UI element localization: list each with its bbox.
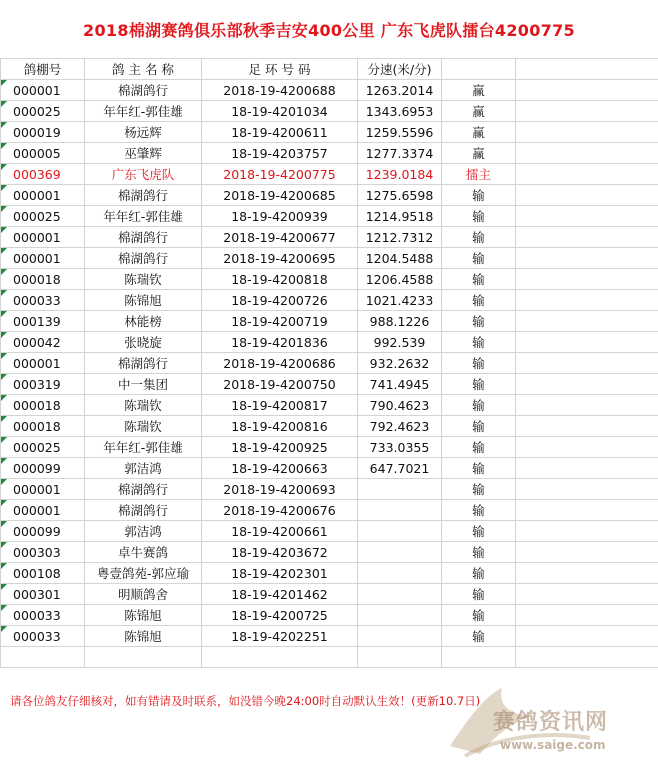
cell-speed[interactable]	[358, 626, 442, 647]
cell-speed[interactable]	[358, 542, 442, 563]
cell-owner[interactable]: 棉湖鸽行	[85, 227, 202, 248]
cell-owner[interactable]: 棉湖鸽行	[85, 248, 202, 269]
table-row	[1, 269, 658, 290]
cell-result[interactable]: 输	[442, 584, 516, 605]
table-row	[1, 185, 658, 206]
cell-ring[interactable]: 2018-19-4200693	[202, 479, 358, 500]
cell-result[interactable]: 赢	[442, 122, 516, 143]
cell-result[interactable]: 输	[442, 290, 516, 311]
cell-speed[interactable]: 741.4945	[358, 374, 442, 395]
col-header-ring[interactable]: 足 环 号 码	[202, 59, 358, 80]
cell-owner[interactable]: 林能榜	[85, 311, 202, 332]
table-row	[1, 101, 658, 122]
cell-ring[interactable]: 18-19-4200939	[202, 206, 358, 227]
cell-empty[interactable]	[516, 206, 658, 227]
cell-owner[interactable]: 卓牛赛鸽	[85, 542, 202, 563]
cell-ring[interactable]: 2018-19-4200686	[202, 353, 358, 374]
cell-result[interactable]: 输	[442, 437, 516, 458]
table-row	[1, 584, 658, 605]
table-row	[1, 311, 658, 332]
cell-ring[interactable]: 2018-19-4200688	[202, 80, 358, 101]
cell-empty[interactable]	[516, 311, 658, 332]
cell-empty[interactable]	[516, 542, 658, 563]
cell-shed[interactable]: 000001	[1, 353, 85, 374]
cell-shed[interactable]: 000001	[1, 500, 85, 521]
table-row	[1, 290, 658, 311]
cell-speed[interactable]: 1259.5596	[358, 122, 442, 143]
cell-speed[interactable]: 790.4623	[358, 395, 442, 416]
cell-empty[interactable]	[516, 563, 658, 584]
cell-speed[interactable]	[358, 500, 442, 521]
cell-empty[interactable]	[516, 101, 658, 122]
cell-shed[interactable]: 000001	[1, 185, 85, 206]
cell-empty[interactable]	[516, 227, 658, 248]
cell-result[interactable]: 赢	[442, 143, 516, 164]
cell-owner[interactable]: 棉湖鸽行	[85, 500, 202, 521]
table-row	[1, 458, 658, 479]
cell-empty[interactable]	[516, 479, 658, 500]
cell-result[interactable]: 输	[442, 500, 516, 521]
cell-result[interactable]: 赢	[442, 80, 516, 101]
cell-shed[interactable]: 000001	[1, 479, 85, 500]
cell-empty[interactable]	[202, 647, 358, 668]
cell-empty[interactable]	[85, 647, 202, 668]
cell-owner[interactable]: 郭洁鸿	[85, 458, 202, 479]
table-row	[1, 374, 658, 395]
cell-owner[interactable]: 年年红-郭佳雄	[85, 206, 202, 227]
cell-owner[interactable]: 张晓旋	[85, 332, 202, 353]
cell-shed[interactable]: 000319	[1, 374, 85, 395]
table-row	[1, 248, 658, 269]
cell-empty[interactable]	[516, 521, 658, 542]
table-row	[1, 563, 658, 584]
cell-ring[interactable]: 18-19-4200611	[202, 122, 358, 143]
cell-owner[interactable]: 年年红-郭佳雄	[85, 437, 202, 458]
cell-owner[interactable]: 年年红-郭佳雄	[85, 101, 202, 122]
cell-empty[interactable]	[516, 248, 658, 269]
cell-result[interactable]: 输	[442, 311, 516, 332]
cell-shed[interactable]: 000025	[1, 437, 85, 458]
table-body	[1, 80, 658, 668]
table-row	[1, 626, 658, 647]
cell-result[interactable]: 输	[442, 353, 516, 374]
cell-speed[interactable]	[358, 605, 442, 626]
cell-result[interactable]: 输	[442, 332, 516, 353]
cell-shed[interactable]: 000303	[1, 542, 85, 563]
cell-owner[interactable]: 陈锦旭	[85, 290, 202, 311]
cell-empty[interactable]	[516, 269, 658, 290]
cell-ring[interactable]: 2018-19-4200676	[202, 500, 358, 521]
cell-result[interactable]: 输	[442, 479, 516, 500]
cell-speed[interactable]	[358, 479, 442, 500]
cell-speed[interactable]: 1277.3374	[358, 143, 442, 164]
cell-speed[interactable]	[358, 563, 442, 584]
cell-speed[interactable]: 1214.9518	[358, 206, 442, 227]
cell-shed[interactable]: 000018	[1, 416, 85, 437]
cell-result[interactable]: 输	[442, 185, 516, 206]
cell-owner[interactable]: 广东飞虎队	[85, 164, 202, 185]
table-row	[1, 332, 658, 353]
cell-empty[interactable]	[516, 500, 658, 521]
table-row	[1, 647, 658, 668]
page-title: 2018棉湖赛鸽俱乐部秋季吉安400公里 广东飞虎队擂台4200775	[83, 20, 575, 40]
cell-owner[interactable]: 杨远辉	[85, 122, 202, 143]
cell-shed[interactable]: 000139	[1, 311, 85, 332]
cell-empty[interactable]	[516, 416, 658, 437]
cell-ring[interactable]: 18-19-4200925	[202, 437, 358, 458]
cell-result[interactable]: 输	[442, 227, 516, 248]
cell-speed[interactable]: 647.7021	[358, 458, 442, 479]
cell-empty[interactable]	[516, 122, 658, 143]
cell-speed[interactable]: 792.4623	[358, 416, 442, 437]
cell-shed[interactable]: 000005	[1, 143, 85, 164]
cell-speed[interactable]: 1204.5488	[358, 248, 442, 269]
table-row	[1, 143, 658, 164]
col-header-shed[interactable]: 鸽棚号	[1, 59, 85, 80]
cell-shed[interactable]: 000001	[1, 80, 85, 101]
cell-shed[interactable]: 000033	[1, 626, 85, 647]
cell-empty[interactable]	[516, 80, 658, 101]
cell-ring[interactable]: 18-19-4200817	[202, 395, 358, 416]
cell-shed[interactable]: 000001	[1, 227, 85, 248]
col-header-speed[interactable]: 分速(米/分)	[358, 59, 442, 80]
cell-ring[interactable]: 18-19-4202251	[202, 626, 358, 647]
cell-empty[interactable]	[516, 332, 658, 353]
cell-result[interactable]: 输	[442, 542, 516, 563]
cell-result[interactable]: 输	[442, 605, 516, 626]
cell-ring[interactable]: 2018-19-4200685	[202, 185, 358, 206]
cell-ring[interactable]: 18-19-4200719	[202, 311, 358, 332]
cell-speed[interactable]: 988.1226	[358, 311, 442, 332]
table-row	[1, 542, 658, 563]
cell-empty[interactable]	[516, 290, 658, 311]
cell-shed[interactable]: 000099	[1, 521, 85, 542]
table-row	[1, 395, 658, 416]
cell-owner[interactable]: 明顺鸽舍	[85, 584, 202, 605]
cell-empty[interactable]	[516, 584, 658, 605]
cell-owner[interactable]: 粤壹鸽苑-郭应瑜	[85, 563, 202, 584]
cell-ring[interactable]: 18-19-4203757	[202, 143, 358, 164]
cell-shed[interactable]: 000099	[1, 458, 85, 479]
cell-result[interactable]: 输	[442, 521, 516, 542]
cell-ring[interactable]: 18-19-4200725	[202, 605, 358, 626]
cell-speed[interactable]: 1212.7312	[358, 227, 442, 248]
cell-shed[interactable]: 000025	[1, 206, 85, 227]
cell-ring[interactable]: 18-19-4201034	[202, 101, 358, 122]
cell-shed[interactable]: 000018	[1, 395, 85, 416]
cell-ring[interactable]: 2018-19-4200750	[202, 374, 358, 395]
cell-shed[interactable]: 000025	[1, 101, 85, 122]
cell-ring[interactable]: 2018-19-4200695	[202, 248, 358, 269]
cell-owner[interactable]: 棉湖鸽行	[85, 80, 202, 101]
cell-empty[interactable]	[516, 647, 658, 668]
cell-ring[interactable]: 18-19-4200818	[202, 269, 358, 290]
cell-empty[interactable]	[516, 185, 658, 206]
cell-speed[interactable]	[358, 521, 442, 542]
cell-empty[interactable]	[516, 353, 658, 374]
cell-speed[interactable]: 1343.6953	[358, 101, 442, 122]
cell-owner[interactable]: 中一集团	[85, 374, 202, 395]
cell-result[interactable]: 输	[442, 248, 516, 269]
cell-shed[interactable]: 000369	[1, 164, 85, 185]
cell-empty[interactable]	[358, 647, 442, 668]
cell-empty[interactable]	[516, 458, 658, 479]
cell-empty[interactable]	[516, 395, 658, 416]
cell-owner[interactable]: 棉湖鸽行	[85, 353, 202, 374]
cell-empty[interactable]	[1, 647, 85, 668]
cell-shed[interactable]: 000108	[1, 563, 85, 584]
cell-shed[interactable]: 000019	[1, 122, 85, 143]
col-header-owner[interactable]: 鸽 主 名 称	[85, 59, 202, 80]
cell-owner[interactable]: 巫肇辉	[85, 143, 202, 164]
watermark-url: www.saige.com	[500, 738, 606, 752]
table-row	[1, 206, 658, 227]
cell-speed[interactable]: 733.0355	[358, 437, 442, 458]
cell-speed[interactable]: 1239.0184	[358, 164, 442, 185]
cell-ring[interactable]: 18-19-4200663	[202, 458, 358, 479]
cell-empty[interactable]	[442, 647, 516, 668]
cell-empty[interactable]	[516, 374, 658, 395]
cell-result[interactable]: 输	[442, 416, 516, 437]
cell-shed[interactable]: 000301	[1, 584, 85, 605]
cell-speed[interactable]: 1275.6598	[358, 185, 442, 206]
cell-owner[interactable]: 郭洁鸿	[85, 521, 202, 542]
cell-owner[interactable]: 陈锦旭	[85, 626, 202, 647]
cell-empty[interactable]	[516, 143, 658, 164]
table-row	[1, 500, 658, 521]
cell-result[interactable]: 输	[442, 395, 516, 416]
cell-ring[interactable]: 18-19-4201836	[202, 332, 358, 353]
cell-speed[interactable]: 1263.2014	[358, 80, 442, 101]
cell-ring[interactable]: 2018-19-4200775	[202, 164, 358, 185]
cell-ring[interactable]: 18-19-4201462	[202, 584, 358, 605]
col-header-empty[interactable]	[516, 59, 658, 80]
cell-speed[interactable]: 1021.4233	[358, 290, 442, 311]
cell-shed[interactable]: 000033	[1, 290, 85, 311]
cell-owner[interactable]: 棉湖鸽行	[85, 479, 202, 500]
table-row	[1, 479, 658, 500]
cell-owner[interactable]: 陈锦旭	[85, 605, 202, 626]
table-row	[1, 353, 658, 374]
cell-ring[interactable]: 18-19-4200726	[202, 290, 358, 311]
watermark-name: 赛鸽资讯网	[493, 710, 609, 735]
cell-shed[interactable]: 000001	[1, 248, 85, 269]
cell-result[interactable]: 输	[442, 458, 516, 479]
cell-result[interactable]: 擂主	[442, 164, 516, 185]
cell-speed[interactable]: 992.539	[358, 332, 442, 353]
col-header-result[interactable]	[442, 59, 516, 80]
table-row	[1, 605, 658, 626]
cell-result[interactable]: 输	[442, 206, 516, 227]
table-row	[1, 521, 658, 542]
table-row	[1, 227, 658, 248]
cell-speed[interactable]	[358, 584, 442, 605]
cell-result[interactable]: 赢	[442, 101, 516, 122]
cell-empty[interactable]	[516, 605, 658, 626]
cell-result[interactable]: 输	[442, 269, 516, 290]
cell-owner[interactable]: 陈瑞钦	[85, 269, 202, 290]
cell-shed[interactable]: 000018	[1, 269, 85, 290]
table-row	[1, 416, 658, 437]
cell-ring[interactable]: 18-19-4200661	[202, 521, 358, 542]
cell-owner[interactable]: 陈瑞钦	[85, 416, 202, 437]
cell-speed[interactable]: 1206.4588	[358, 269, 442, 290]
cell-ring[interactable]: 2018-19-4200677	[202, 227, 358, 248]
cell-ring[interactable]: 18-19-4202301	[202, 563, 358, 584]
cell-empty[interactable]	[516, 626, 658, 647]
table-row	[1, 437, 658, 458]
table-row	[1, 122, 658, 143]
cell-empty[interactable]	[516, 164, 658, 185]
table-row	[1, 80, 658, 101]
cell-speed[interactable]: 932.2632	[358, 353, 442, 374]
cell-owner[interactable]: 棉湖鸽行	[85, 185, 202, 206]
cell-result[interactable]: 输	[442, 563, 516, 584]
cell-ring[interactable]: 18-19-4203672	[202, 542, 358, 563]
footer-note: 请各位鸽友仔细核对，如有错请及时联系，如没错今晚24:00时自动默认生效！(更新10.7日)	[10, 694, 481, 708]
cell-result[interactable]: 输	[442, 374, 516, 395]
cell-owner[interactable]: 陈瑞钦	[85, 395, 202, 416]
cell-result[interactable]: 输	[442, 626, 516, 647]
table-row	[1, 164, 658, 185]
results-table	[0, 58, 658, 668]
cell-shed[interactable]: 000033	[1, 605, 85, 626]
cell-empty[interactable]	[516, 437, 658, 458]
header-row	[1, 59, 658, 80]
cell-ring[interactable]: 18-19-4200816	[202, 416, 358, 437]
cell-shed[interactable]: 000042	[1, 332, 85, 353]
